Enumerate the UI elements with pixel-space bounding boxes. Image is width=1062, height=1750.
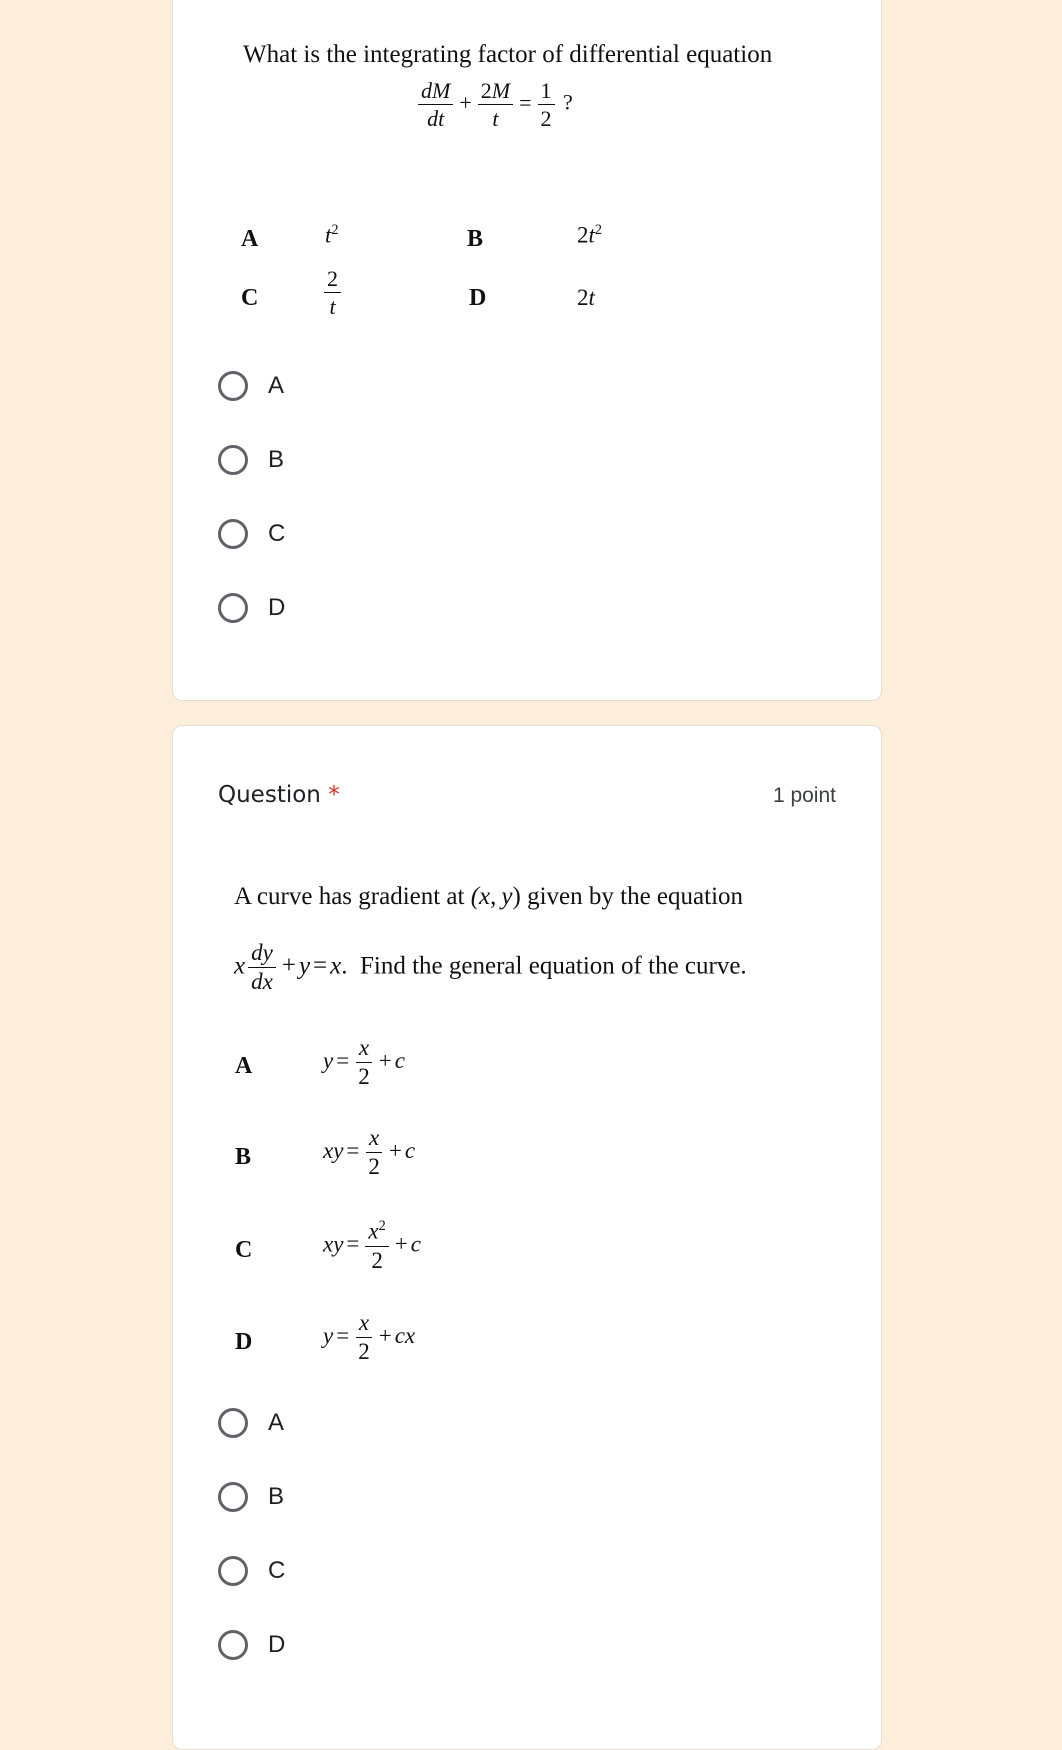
question-card-1 (172, 0, 882, 701)
choice-label: D (268, 594, 286, 621)
option-c-expr: xy = $\frac{x^2}{2}$ + c (323, 1218, 421, 1273)
q2-choice-a[interactable] (218, 1408, 284, 1438)
question-title-text: Question (218, 782, 321, 808)
radio-button[interactable] (218, 1408, 248, 1438)
option-d-expr: 2t (577, 285, 595, 310)
choice-label: B (268, 1483, 285, 1510)
q2-choice-c[interactable] (218, 1556, 285, 1586)
option-a-letter: A (241, 226, 259, 252)
q1-choice-a[interactable] (218, 371, 284, 401)
option-b-letter: B (235, 1144, 252, 1170)
option-b-expr: $2t^2$ (577, 222, 603, 248)
radio-button[interactable] (218, 1630, 248, 1660)
option-a-letter: A (235, 1053, 253, 1079)
question-card-2 (172, 725, 882, 1750)
choice-label: C (268, 520, 286, 547)
option-d-letter: D (469, 285, 487, 311)
question-2-prompt-line2: x $\frac{dy}{dx}$ + y = x. Find the general equation of the curve. (234, 940, 747, 995)
radio-button[interactable] (218, 371, 248, 401)
q2-choice-d[interactable] (218, 1630, 285, 1660)
question-title (218, 782, 340, 808)
choice-label: A (268, 372, 285, 399)
option-a-expr: $t^2$ (325, 222, 339, 248)
q1-choice-d[interactable] (218, 593, 285, 623)
choice-label: A (268, 1409, 285, 1436)
option-a-expr: y = $\frac{x}{2}$ + c (323, 1035, 405, 1090)
choice-label: C (268, 1557, 286, 1584)
radio-button[interactable] (218, 593, 248, 623)
radio-button[interactable] (218, 445, 248, 475)
q1-choice-b[interactable] (218, 445, 284, 475)
question-1-equation: $\frac{dM}{dt}$ + $\frac{2M}{t}$ = $\frac{1}{2}$ ? (415, 79, 573, 130)
option-c-expr: $\frac{2}{t}$ (321, 267, 344, 318)
option-c-letter: C (235, 1237, 253, 1263)
option-b-letter: B (467, 226, 484, 252)
points-label: 1 point (772, 784, 836, 807)
question-1-prompt: What is the integrating factor of differential equation (243, 41, 773, 68)
radio-button[interactable] (218, 1482, 248, 1512)
question-2-prompt-line1: A curve has gradient at (x, y) given by the equation (234, 883, 744, 910)
question-2-prompt-text: Find the general equation of the curve. (360, 952, 747, 980)
required-marker: * (328, 782, 340, 808)
radio-button[interactable] (218, 1556, 248, 1586)
option-d-letter: D (235, 1329, 253, 1355)
option-d-expr: y = $\frac{x}{2}$ + cx (323, 1310, 416, 1365)
option-b-expr: xy = $\frac{x}{2}$ + c (323, 1125, 416, 1180)
q2-choice-b[interactable] (218, 1482, 284, 1512)
choice-label: B (268, 446, 285, 473)
radio-button[interactable] (218, 519, 248, 549)
choice-label: D (268, 1631, 286, 1658)
option-c-letter: C (241, 285, 259, 311)
q1-choice-c[interactable] (218, 519, 285, 549)
